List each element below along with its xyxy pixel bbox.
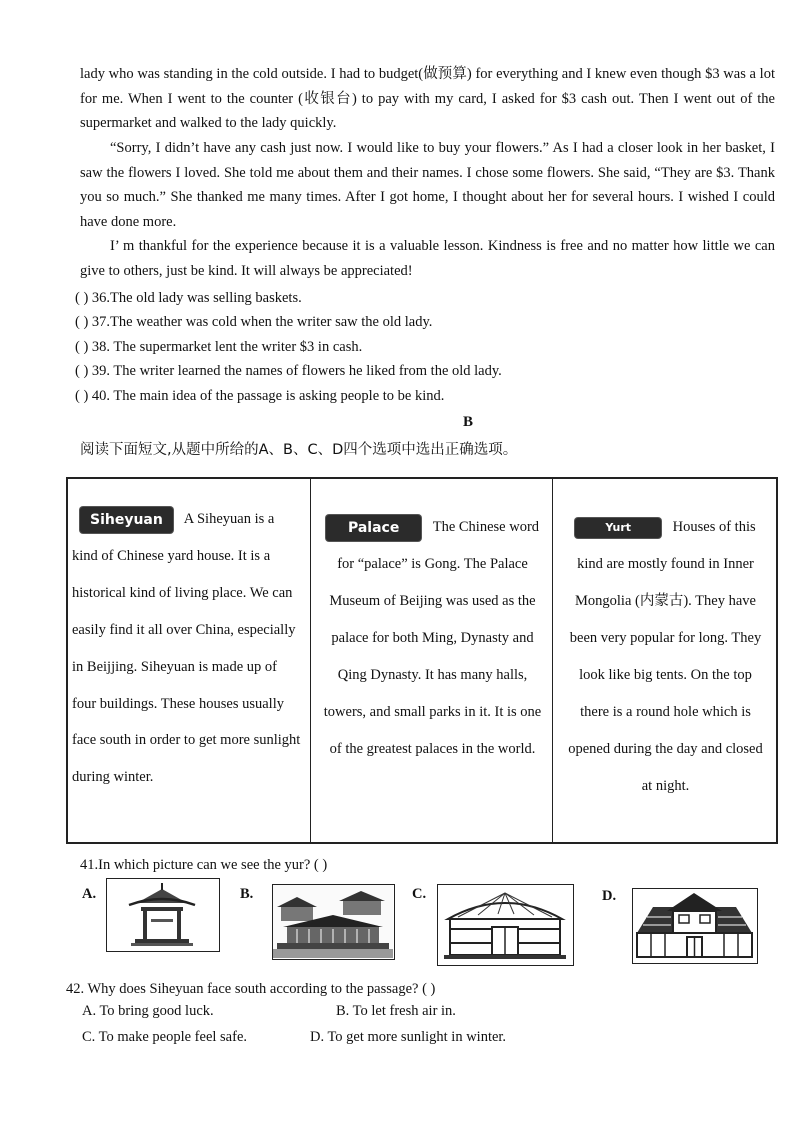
palace-text [321, 509, 544, 768]
yurt-text [565, 509, 766, 805]
question-40[interactable]: ( ) 40. The main idea of the passage is asking people to be kind. [75, 388, 445, 404]
column-siheyuan [68, 479, 311, 842]
option-b-label[interactable]: B. [240, 886, 254, 902]
question-42: 42. Why does Siheyuan face south according to the passage? ( ) [66, 981, 436, 997]
siheyuan-description: A Siheyuan is a kind of Chinese yard house. It is a historical kind of living place. We can easily find it all over China, especially in Beijjing. Siheyuan is made up of four buildings. These houses usually face south in order to get more sunlight during winter. [72, 511, 301, 786]
section-title: B [463, 414, 474, 430]
yurt-badge: Yurt [575, 518, 661, 538]
q42-option-c[interactable]: C. To make people feel safe. [82, 1029, 248, 1045]
option-c-label[interactable]: C. [412, 886, 427, 902]
yurt-description: Houses of this kind are mostly found in Inner Mongolia (内蒙古). They have been very popular for long. They look like big tents. On the top there is a round hole which is opened during the day and closed at night. [568, 519, 763, 794]
siheyuan-text [72, 501, 302, 796]
yurt-picture[interactable] [437, 884, 574, 966]
siheyuan-picture[interactable] [632, 888, 758, 964]
q42-option-d[interactable]: D. To get more sunlight in winter. [310, 1029, 507, 1045]
question-36[interactable]: ( ) 36.The old lady was selling baskets. [75, 290, 302, 306]
palace-badge: Palace [326, 515, 421, 541]
reading-table [66, 477, 778, 844]
question-41-options [0, 878, 794, 970]
palace-description: The Chinese word for “palace” is Gong. The Palace Museum of Beijing was used as the palace for both Ming, Dynasty and Qing Dynasty. It has many halls, towers, and small parks in it. It is one of the greatest palaces in the world. [323, 519, 542, 757]
q42-option-b[interactable]: B. To let fresh air in. [336, 1003, 456, 1019]
column-palace [311, 479, 553, 842]
passage-paragraph-3: I’ m thankful for the experience because it is a valuable lesson. Kindness is free and no matter how little we can give to others, just be kind. It will always be appreciated! [80, 238, 775, 279]
column-yurt [553, 479, 776, 842]
option-a-label[interactable]: A. [82, 886, 97, 902]
pavilion-icon [107, 879, 218, 950]
section-instruction: 阅读下面短文,从题中所给的A、B、C、D四个选项中选出正确选项。 [80, 442, 518, 458]
q42-option-a[interactable]: A. To bring good luck. [82, 1003, 214, 1019]
palace-building-icon [273, 885, 393, 958]
passage-paragraph-2: “Sorry, I didn’t have any cash just now. I would like to buy your flowers.” As I had a closer look in her basket, I saw the flowers I loved. She told me about them and their names. I chose some flowers. She said, “They are $3. Thank you so much.” She thanked me many times. After I got home, I thought about her for several hours. I wished I could have done more. [80, 140, 775, 230]
question-41: 41.In which picture can we see the yur? ( ) [80, 857, 328, 873]
option-d-label[interactable]: D. [602, 888, 617, 904]
siheyuan-house-icon [633, 889, 756, 962]
palace-picture[interactable] [272, 884, 395, 960]
question-38[interactable]: ( ) 38. The supermarket lent the writer $3 in cash. [75, 339, 363, 355]
pavilion-picture[interactable] [106, 878, 220, 952]
question-39[interactable]: ( ) 39. The writer learned the names of flowers he liked from the old lady. [75, 363, 502, 379]
question-37[interactable]: ( ) 37.The weather was cold when the writer saw the old lady. [75, 314, 433, 330]
siheyuan-badge: Siheyuan [80, 507, 173, 533]
passage-paragraph-1: lady who was standing in the cold outside. I had to budget(做预算) for everything and I knew even though $3 was a lot for me. When I went to the counter (收银台) to pay with my card, I asked for $3 cash out. Then I went out of the supermarket and walked to the lady quickly. [80, 66, 775, 132]
yurt-icon [438, 885, 572, 964]
